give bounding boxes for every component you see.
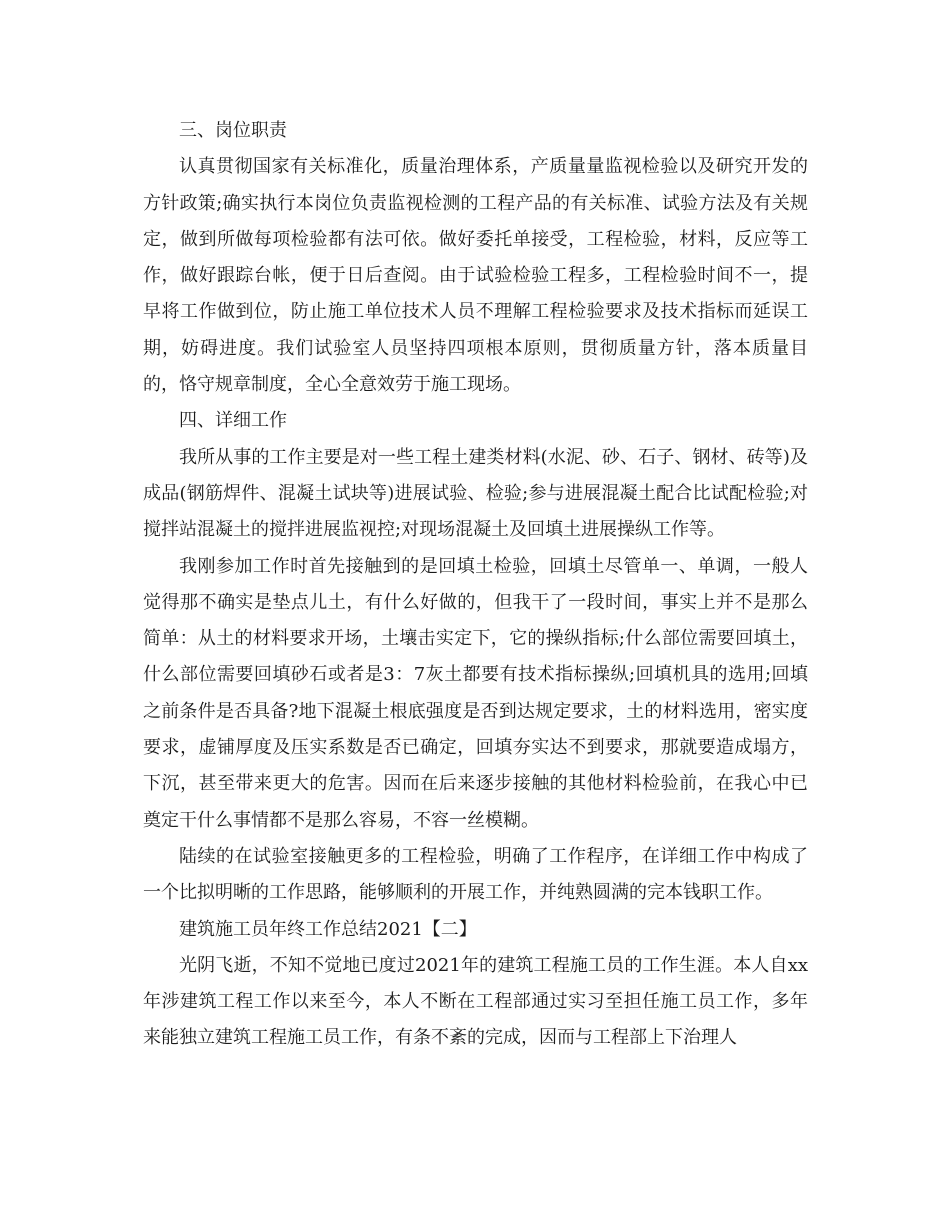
paragraph-summary-intro: 光阴飞逝，不知不觉地已度过2021年的建筑工程施工员的工作生涯。本人自xx年涉建筑工程工作以来至今，本人不断在工程部通过实习至担任施工员工作，多年来能独立建筑工程施工员工作，有条不紊的完成，因而与工程部上下治理人	[143, 954, 808, 1049]
section-heading-duties: 三、岗位职责	[179, 120, 287, 141]
paragraph-progress: 陆续的在试验室接触更多的工程检验，明确了工作程序，在详细工作中构成了一个比拟明晰的工作思路，能够顺利的开展工作，并纯熟圆满的完本钱职工作。	[143, 845, 808, 904]
paragraph-backfill: 我刚参加工作时首先接触到的是回填土检验，回填土尽管单一、单调，一般人觉得那不确实是垫点儿土，有什么好做的，但我干了一段时间，事实上并不是那么简单：从土的材料要求开场，土壤击实定下，它的操纵指标;什么部位需要回填土，什么部位需要回填砂石或者是3：7灰土都要有技术指标操纵;回填机具的选用;回填之前条件是否具备?地下混凝土根底强度是否到达规定要求，土的材料选用，密实度要求，虚铺厚度及压实系数是否已确定，回填夯实达不到要求，那就要造成塌方，下沉，甚至带来更大的危害。因而在后来逐步接触的其他材料检验前，在我心中已奠定干什么事情都不是那么容易，不容一丝模糊。	[143, 555, 808, 831]
paragraph-duties: 认真贯彻国家有关标准化，质量治理体系，产质量量监视检验以及研究开发的方针政策;确实执行本岗位负责监视检测的工程产品的有关标准、试验方法及有关规定，做到所做每项检验都有法可依。做好委托单接受，工程检验，材料，反应等工作，做好跟踪台帐，便于日后查阅。由于试验检验工程多，工程检验时间不一，提早将工作做到位，防止施工单位技术人员不理解工程检验要求及技术指标而延误工期，妨碍进度。我们试验室人员坚持四项根本原则，贯彻质量方针，落本质量目的，恪守规章制度，全心全意效劳于施工现场。	[143, 156, 808, 396]
paragraph-work-scope: 我所从事的工作主要是对一些工程土建类材料(水泥、砂、石子、钢材、砖等)及成品(钢筋焊件、混凝土试块等)进展试验、检验;参与进展混凝土配合比试配检验;对搅拌站混凝土的搅拌进展监视控;对现场混凝土及回填土进展操纵工作等。	[143, 446, 808, 541]
section-heading-summary-two: 建筑施工员年终工作总结2021【二】	[179, 918, 477, 940]
document-body	[143, 113, 808, 1057]
section-heading-work: 四、详细工作	[179, 410, 287, 432]
